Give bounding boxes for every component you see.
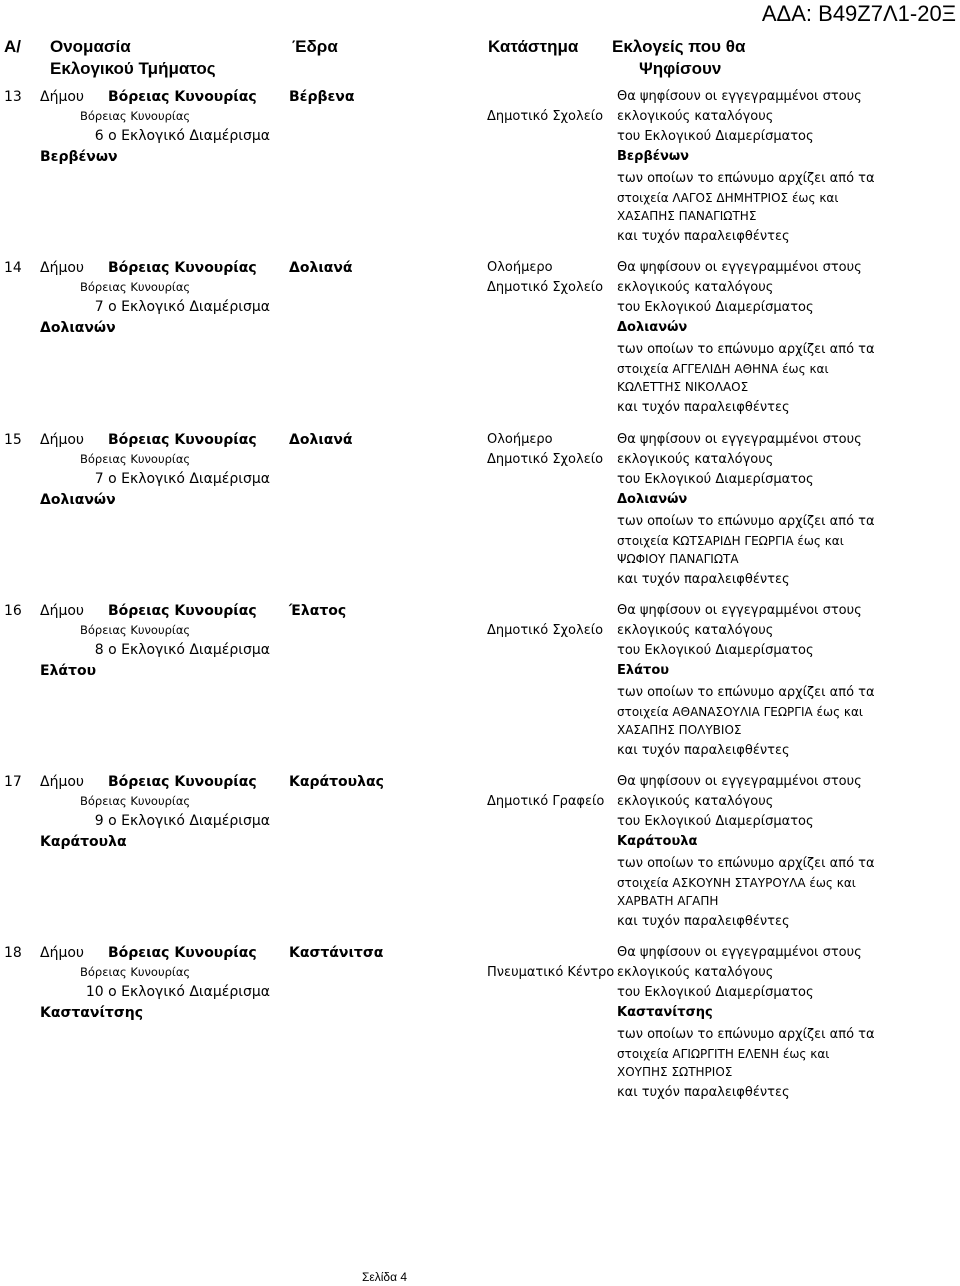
electoral-district: 8 ο Εκλογικό Διαμέρισμα [94, 642, 270, 658]
voters-line1: Θα ψηφίσουν οι εγγεγραμμένοι στους [617, 260, 862, 275]
dimou-label: Δήμου [40, 945, 85, 961]
record-number: 15 [4, 432, 22, 448]
voters-line8: και τυχόν παραλειφθέντες [617, 400, 790, 415]
voters-line1: Θα ψηφίσουν οι εγγεγραμμένοι στους [617, 945, 862, 960]
voters-line5: των οποίων το επώνυμο αρχίζει από τα [617, 856, 875, 871]
record-row [0, 601, 960, 771]
voters-locality: Καστανίτσης [617, 1005, 713, 1020]
electoral-district: 7 ο Εκλογικό Διαμέρισμα [94, 299, 270, 315]
electoral-district: 6 ο Εκλογικό Διαμέρισμα [94, 128, 270, 144]
voters-line5: των οποίων το επώνυμο αρχίζει από τα [617, 171, 875, 186]
building-line2: Πνευματικό Κέντρο [487, 965, 615, 980]
building-line2: Δημοτικό Σχολείο [487, 280, 604, 295]
voters-line1: Θα ψηφίσουν οι εγγεγραμμένοι στους [617, 774, 862, 789]
voters-range-end: ΧΟΥΠΗΣ ΣΩΤΗΡΙΟΣ [617, 1065, 733, 1079]
voters-line5: των οποίων το επώνυμο αρχίζει από τα [617, 342, 875, 357]
building-line1: Ολοήμερο [487, 432, 553, 447]
locality-name: Καστανίτσης [40, 1005, 144, 1021]
voters-line3: του Εκλογικού Διαμερίσματος [617, 300, 814, 315]
municipality-small: Βόρειας Κυνουρίας [80, 109, 191, 123]
building-line2: Δημοτικό Σχολείο [487, 452, 604, 467]
municipality-name: Βόρειας Κυνουρίας [108, 774, 257, 790]
dimou-label: Δήμου [40, 260, 85, 276]
record-number: 17 [4, 774, 22, 790]
municipality-name: Βόρειας Κυνουρίας [108, 260, 257, 276]
municipality-name: Βόρειας Κυνουρίας [108, 945, 257, 961]
voters-line3: του Εκλογικού Διαμερίσματος [617, 985, 814, 1000]
dimou-label: Δήμου [40, 432, 85, 448]
dimou-label: Δήμου [40, 89, 85, 105]
municipality-name: Βόρειας Κυνουρίας [108, 89, 257, 105]
municipality-small: Βόρειας Κυνουρίας [80, 280, 191, 294]
header-aa: Α/ [4, 37, 21, 56]
voters-line2: εκλογικούς καταλόγους [617, 794, 774, 809]
voters-line1: Θα ψηφίσουν οι εγγεγραμμένοι στους [617, 603, 862, 618]
building-line2: Δημοτικό Γραφείο [487, 794, 605, 809]
record-number: 16 [4, 603, 22, 619]
building-line2: Δημοτικό Σχολείο [487, 109, 604, 124]
header-name-line1: Ονομασία [50, 37, 131, 56]
ada-code: ΑΔΑ: Β49Ζ7Λ1-20Ξ [761, 1, 956, 26]
voters-locality: Καράτουλα [617, 834, 698, 849]
electoral-district: 7 ο Εκλογικό Διαμέρισμα [94, 471, 270, 487]
voters-line2: εκλογικούς καταλόγους [617, 109, 774, 124]
voters-line2: εκλογικούς καταλόγους [617, 280, 774, 295]
seat-name: Καστάνιτσα [289, 945, 384, 961]
voters-range-start: στοιχεία ΑΣΚΟΥΝΗ ΣΤΑΥΡΟΥΛΑ έως και [617, 876, 856, 890]
voters-range-start: στοιχεία ΑΓΓΕΛΙΔΗ ΑΘΗΝΑ έως και [617, 362, 829, 376]
voters-range-start: στοιχεία ΑΘΑΝΑΣΟΥΛΙΑ ΓΕΩΡΓΙΑ έως και [617, 705, 863, 719]
municipality-name: Βόρειας Κυνουρίας [108, 603, 257, 619]
record-row [0, 87, 960, 257]
building-line2: Δημοτικό Σχολείο [487, 623, 604, 638]
voters-range-end: ΧΑΣΑΠΗΣ ΠΟΛΥΒΙΟΣ [617, 723, 742, 737]
locality-name: Βερβένων [40, 149, 118, 165]
voters-line5: των οποίων το επώνυμο αρχίζει από τα [617, 685, 875, 700]
voters-locality: Βερβένων [617, 149, 690, 164]
seat-name: Έλατος [289, 603, 347, 619]
voters-line2: εκλογικούς καταλόγους [617, 965, 774, 980]
voters-line8: και τυχόν παραλειφθέντες [617, 1085, 790, 1100]
seat-name: Δολιανά [289, 432, 353, 448]
voters-locality: Δολιανών [617, 320, 688, 335]
voters-line8: και τυχόν παραλειφθέντες [617, 914, 790, 929]
voters-range-start: στοιχεία ΛΑΓΟΣ ΔΗΜΗΤΡΙΟΣ έως και [617, 191, 839, 205]
locality-name: Δολιανών [40, 492, 116, 508]
header-name-line2: Εκλογικού Τμήματος [50, 59, 216, 78]
voters-locality: Ελάτου [617, 663, 670, 678]
locality-name: Ελάτου [40, 663, 97, 679]
electoral-district: 10 ο Εκλογικό Διαμέρισμα [85, 984, 270, 1000]
dimou-label: Δήμου [40, 774, 85, 790]
header-voters-line1: Εκλογείς που θα [612, 37, 746, 56]
voters-range-end: ΨΩΦΙΟΥ ΠΑΝΑΓΙΩΤΑ [617, 552, 739, 566]
voters-range-end: ΚΩΛΕΤΤΗΣ ΝΙΚΟΛΑΟΣ [617, 380, 749, 394]
record-number: 14 [4, 260, 22, 276]
page-number: Σελίδα 4 [362, 1270, 408, 1284]
dimou-label: Δήμου [40, 603, 85, 619]
record-number: 18 [4, 945, 22, 961]
voters-locality: Δολιανών [617, 492, 688, 507]
voters-line5: των οποίων το επώνυμο αρχίζει από τα [617, 514, 875, 529]
municipality-small: Βόρειας Κυνουρίας [80, 794, 191, 808]
municipality-small: Βόρειας Κυνουρίας [80, 452, 191, 466]
voters-line3: του Εκλογικού Διαμερίσματος [617, 814, 814, 829]
record-row [0, 258, 960, 428]
voters-line8: και τυχόν παραλειφθέντες [617, 572, 790, 587]
electoral-district: 9 ο Εκλογικό Διαμέρισμα [94, 813, 270, 829]
voters-line3: του Εκλογικού Διαμερίσματος [617, 472, 814, 487]
voters-range-end: ΧΑΡΒΑΤΗ ΑΓΑΠΗ [617, 894, 719, 908]
locality-name: Καράτουλα [40, 834, 127, 850]
record-row [0, 772, 960, 942]
voters-line5: των οποίων το επώνυμο αρχίζει από τα [617, 1027, 875, 1042]
voters-range-start: στοιχεία ΑΓΙΩΡΓΙΤΗ ΕΛΕΝΗ έως και [617, 1047, 830, 1061]
building-line1: Ολοήμερο [487, 260, 553, 275]
voters-line8: και τυχόν παραλειφθέντες [617, 743, 790, 758]
header-seat: Έδρα [292, 37, 338, 56]
voters-line1: Θα ψηφίσουν οι εγγεγραμμένοι στους [617, 432, 862, 447]
record-number: 13 [4, 89, 22, 105]
locality-name: Δολιανών [40, 320, 116, 336]
voters-range-end: ΧΑΣΑΠΗΣ ΠΑΝΑΓΙΩΤΗΣ [617, 209, 757, 223]
municipality-small: Βόρειας Κυνουρίας [80, 965, 191, 979]
header-building: Κατάστημα [488, 37, 579, 56]
voters-line3: του Εκλογικού Διαμερίσματος [617, 129, 814, 144]
seat-name: Καράτουλας [289, 774, 384, 790]
seat-name: Βέρβενα [289, 89, 355, 105]
record-row [0, 943, 960, 1113]
record-row [0, 430, 960, 600]
municipality-name: Βόρειας Κυνουρίας [108, 432, 257, 448]
seat-name: Δολιανά [289, 260, 353, 276]
voters-line2: εκλογικούς καταλόγους [617, 623, 774, 638]
voters-line8: και τυχόν παραλειφθέντες [617, 229, 790, 244]
municipality-small: Βόρειας Κυνουρίας [80, 623, 191, 637]
voters-line1: Θα ψηφίσουν οι εγγεγραμμένοι στους [617, 89, 862, 104]
voters-line2: εκλογικούς καταλόγους [617, 452, 774, 467]
header-voters-line2: Ψηφίσουν [639, 59, 722, 78]
voters-range-start: στοιχεία ΚΩΤΣΑΡΙΔΗ ΓΕΩΡΓΙΑ έως και [617, 534, 844, 548]
voters-line3: του Εκλογικού Διαμερίσματος [617, 643, 814, 658]
